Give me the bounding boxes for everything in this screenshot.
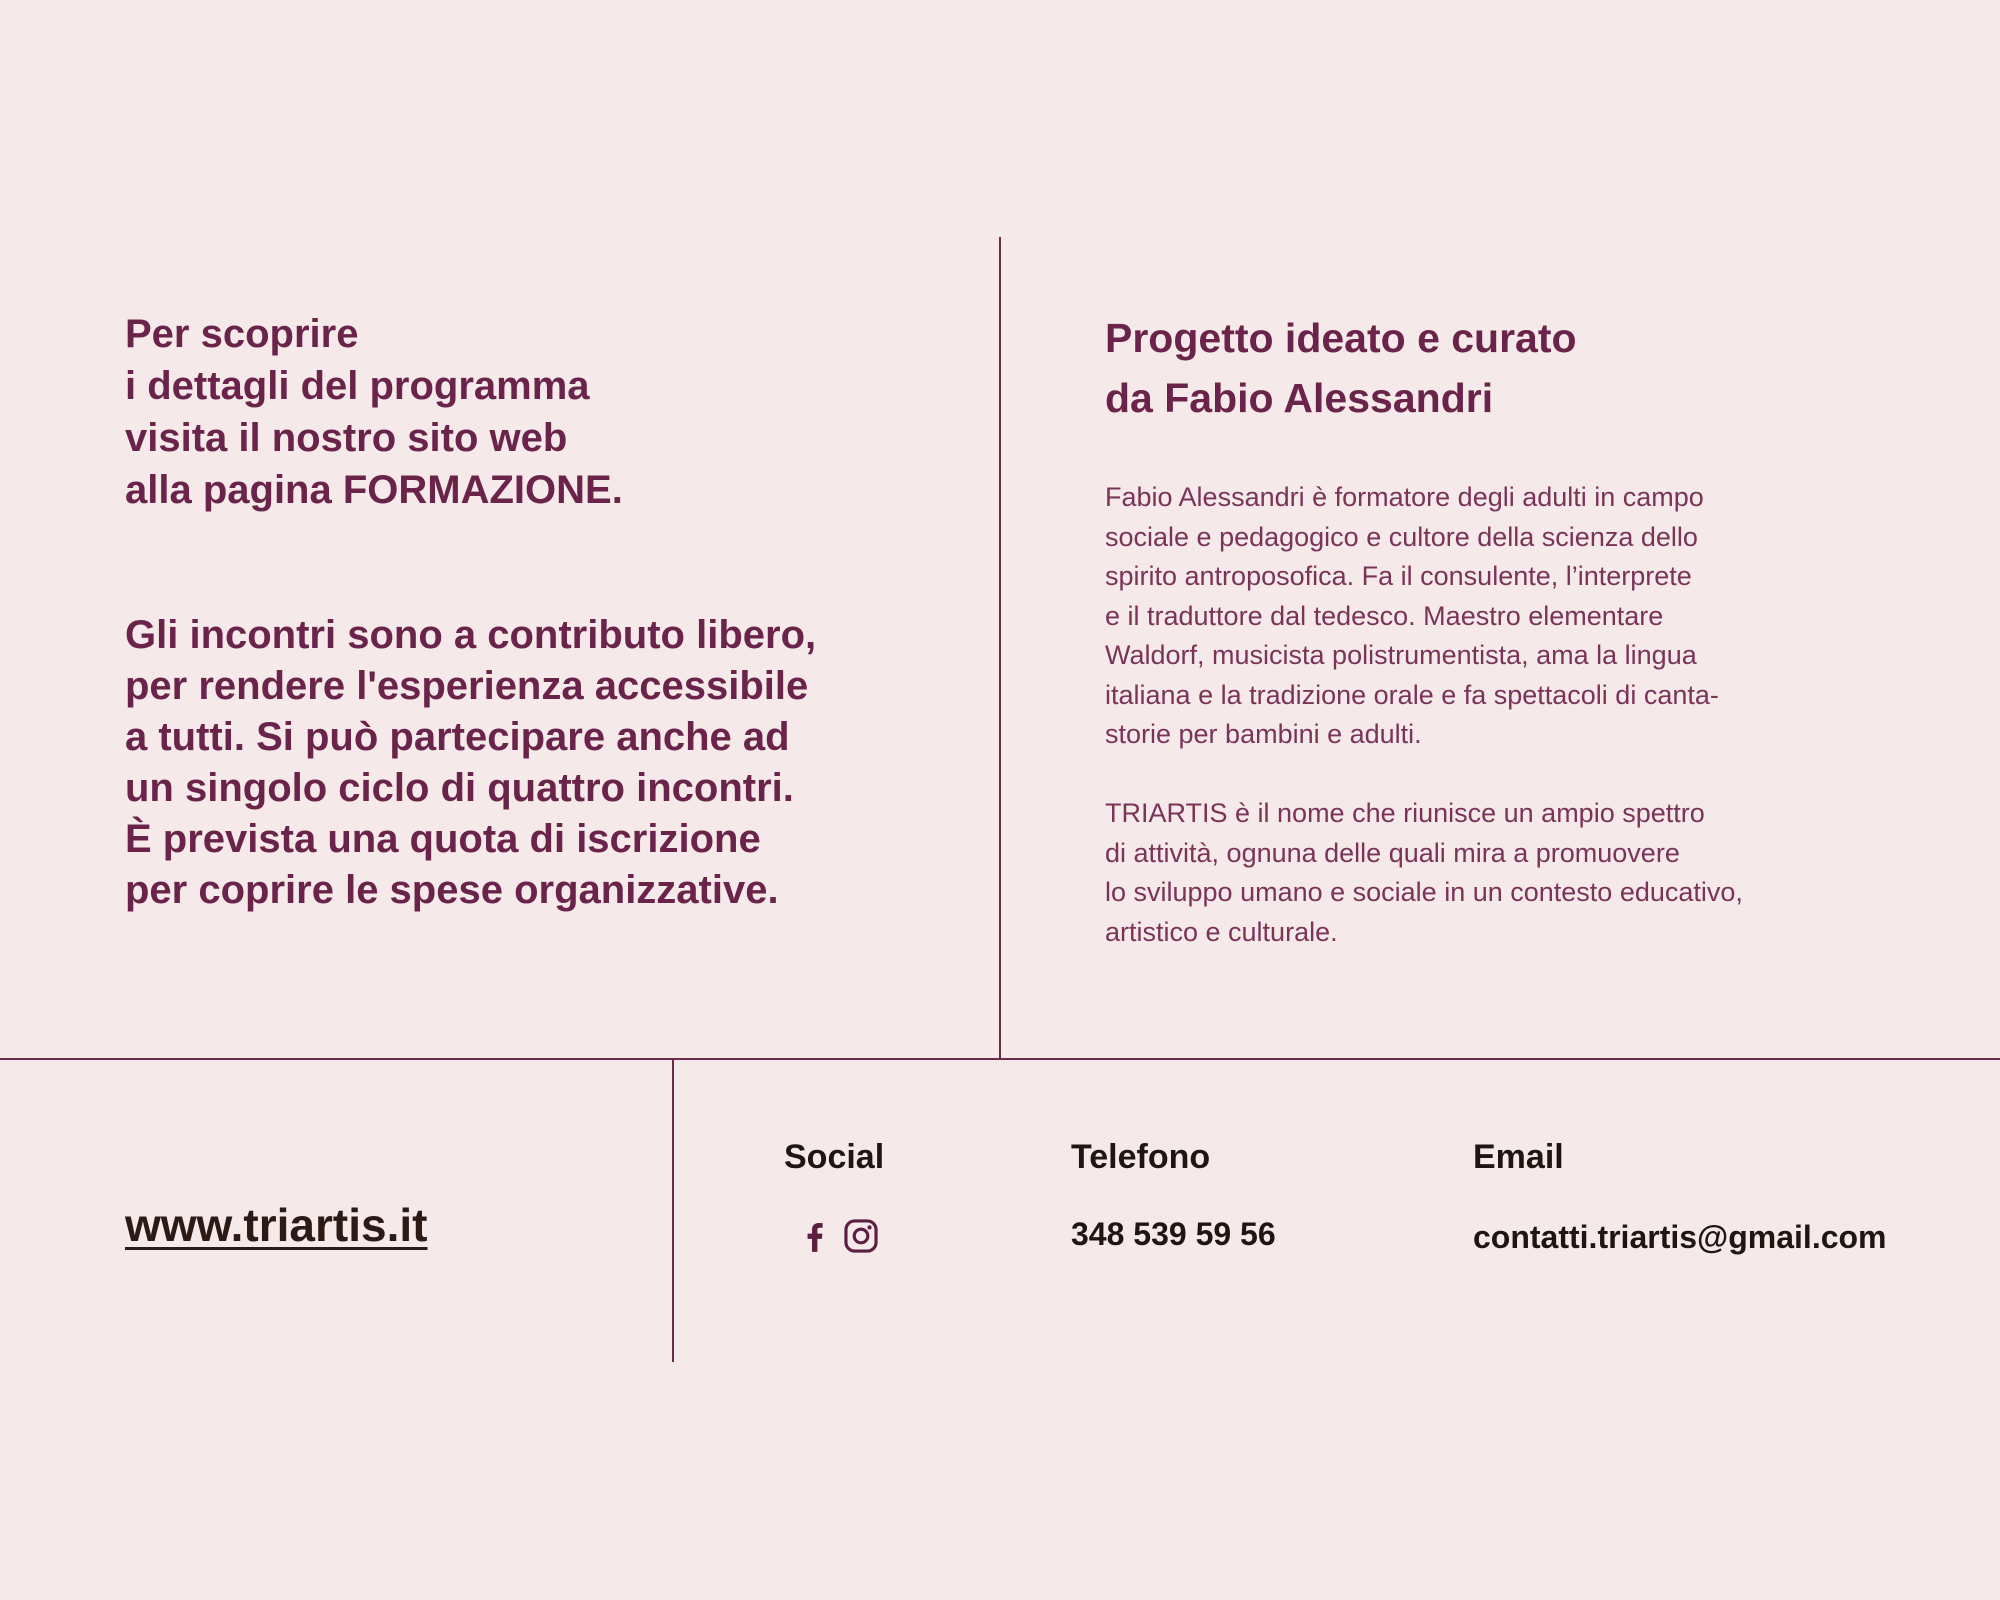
instagram-icon[interactable] — [842, 1217, 880, 1255]
vertical-divider-bottom — [672, 1060, 674, 1362]
phone-heading: Telefono — [1071, 1138, 1211, 1176]
triartis-about-text: TRIARTIS è il nome che riunisce un ampio spettro di attività, ognuna delle quali mira a promuovere lo sviluppo umano e sociale in un contesto educativo, artistico e culturale. — [1105, 798, 1743, 947]
facebook-icon[interactable] — [796, 1217, 834, 1255]
phone-number[interactable]: 348 539 59 56 — [1071, 1216, 1276, 1252]
author-bio-text: Fabio Alessandri è formatore degli adulti in campo sociale e pedagogico e cultore della scienza dello spirito antroposofica. Fa il consulente, l’interprete e il traduttore dal tedesco. Maestro elementare Waldorf, musicista polistrumentista, ama la lingua italiana e la tradizione orale e fa spettacoli di canta- storie per bambini e adulti. — [1105, 482, 1719, 749]
project-credit-heading: Progetto ideato e curato da Fabio Alessandri — [1105, 315, 1577, 421]
website-link[interactable]: www.triartis.it — [125, 1199, 428, 1251]
program-intro-text: Per scoprire i dettagli del programma visita il nostro sito web alla pagina FORMAZIONE. — [125, 312, 623, 512]
social-heading: Social — [784, 1138, 885, 1176]
email-heading: Email — [1473, 1138, 1564, 1176]
horizontal-divider — [0, 1058, 2000, 1060]
email-address[interactable]: contatti.triartis@gmail.com — [1473, 1219, 1887, 1255]
contribution-info-text: Gli incontri sono a contributo libero, per rendere l'esperienza accessibile a tutti. Si può partecipare anche ad un singolo ciclo di quattro incontri. È prevista una quota di iscrizione per coprire le spese organizzative. — [125, 613, 817, 912]
